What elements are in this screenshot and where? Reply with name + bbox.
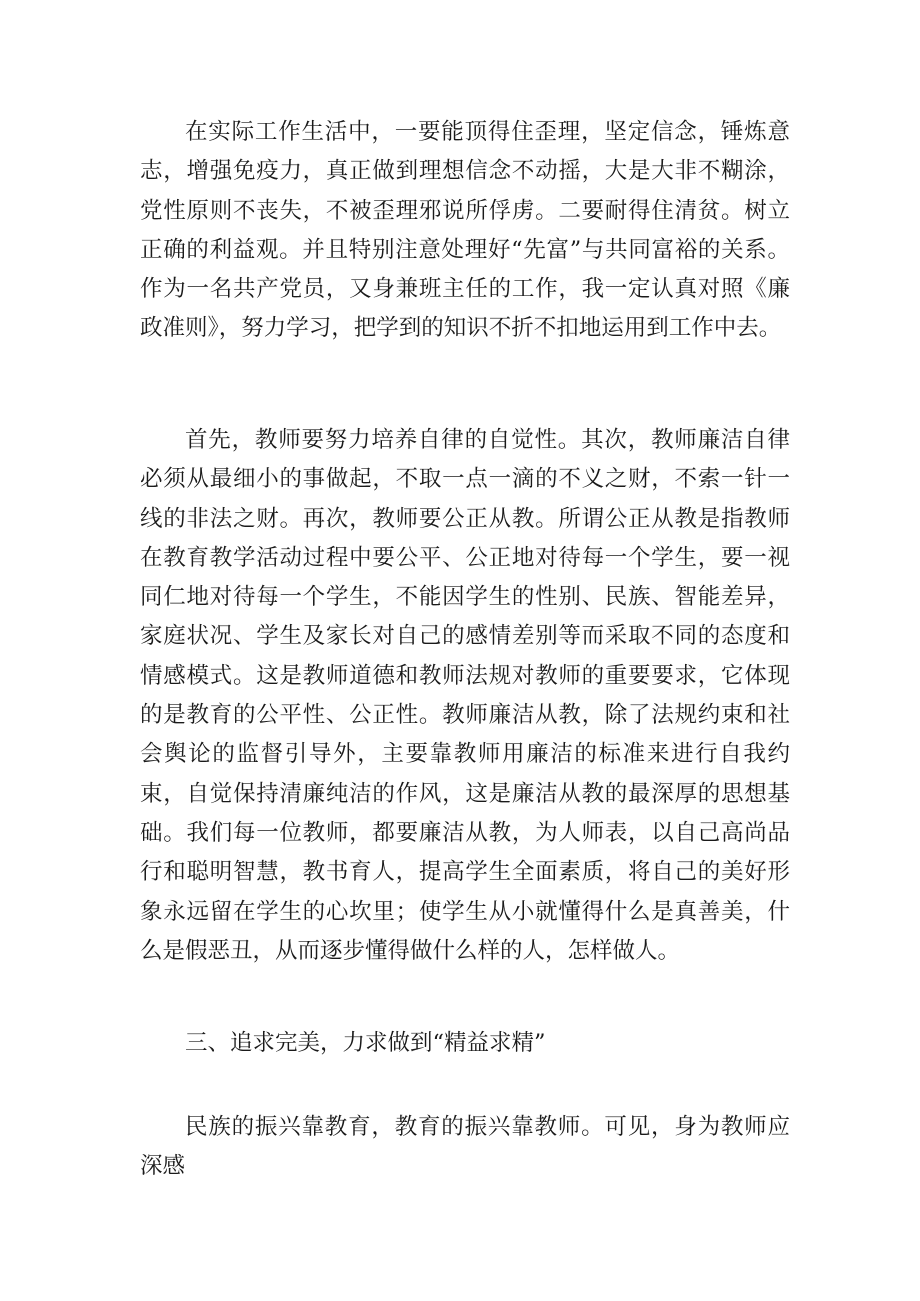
paragraph-self-discipline: 首先，教师要努力培养自律的自觉性。其次，教师廉洁自律必须从最细小的事做起，不取一点一滴的不义之财，不索一针一线的非法之财。再次，教师要公正从教。所谓公正从教是指教师在教育教学活动过程中要公平、公正地对待每一个学生，要一视同仁地对待每一个学生，不能因学生的性别、民族、智能差异，家庭状况、学生及家长对自己的感情差别等而采取不同的态度和情感模式。这是教师道德和教师法规对教师的重要要求，它体现的是教育的公平性、公正性。教师廉洁从教，除了法规约束和社会舆论的监督引导外，主要靠教师用廉洁的标准来进行自我约束，自觉保持清廉纯洁的作风，这是廉洁从教的最深厚的思想基础。我们每一位教师，都要廉洁从教，为人师表，以自己高尚品行和聪明智慧，教书育人，提高学生全面素质，将自己的美好形象永远留在学生的心坎里；使学生从小就懂得什么是真善美，什么是假恶丑，从而逐步懂得做什么样的人，怎样做人。 (140, 427, 790, 964)
paragraph-education: 民族的振兴靠教育，教育的振兴靠教师。可见，身为教师应深感 (140, 1114, 790, 1180)
section-heading: 三、追求完美，力求做到“精益求精” (185, 1030, 546, 1056)
paragraph-integrity: 在实际工作生活中，一要能顶得住歪理，坚定信念，锤炼意志，增强免疫力，真正做到理想信念不动摇，大是大非不糊涂，党性原则不丧失，不被歪理邪说所俘虏。二要耐得住清贫。树立正确的利益观。并且特别注意处理好“先富”与共同富裕的关系。作为一名共产党员，又身兼班主任的工作，我一定认真对照《廉政准则》，努力学习，把学到的知识不折不扣地运用到工作中去。 (140, 119, 790, 342)
